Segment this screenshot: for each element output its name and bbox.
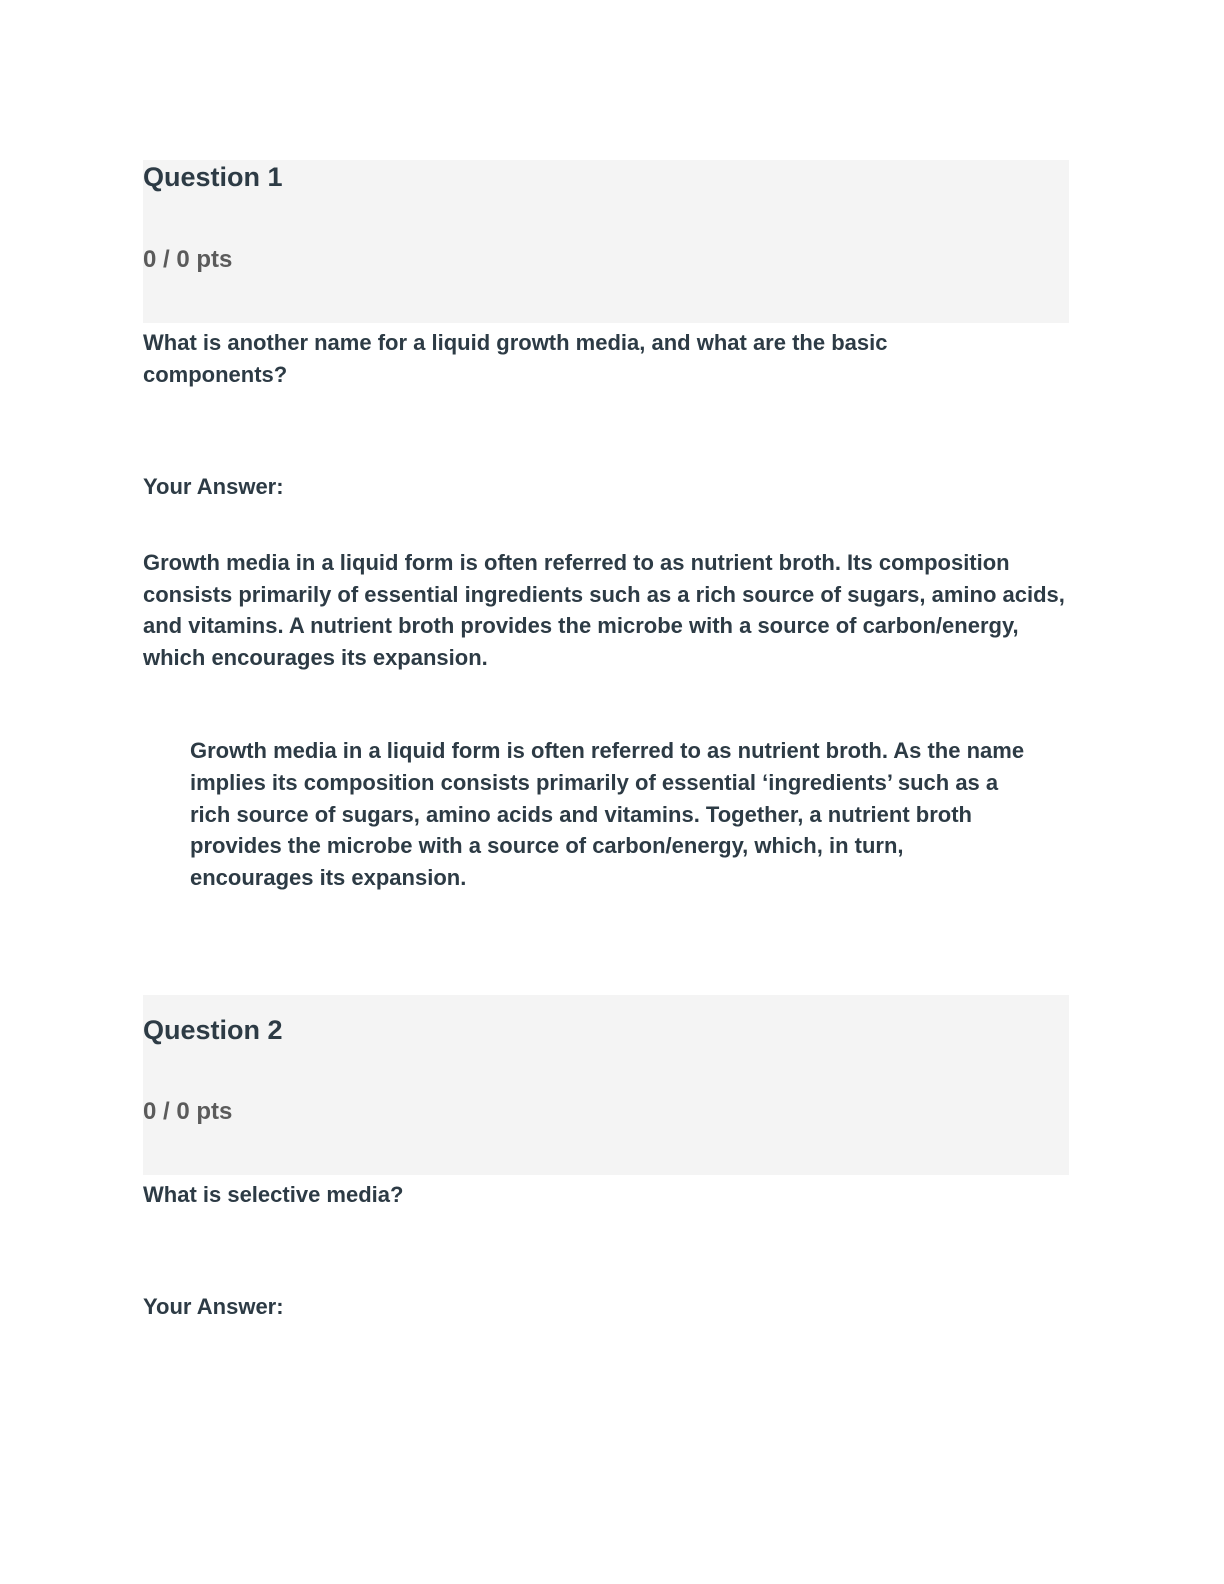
question-title: Question 2 — [143, 1015, 283, 1046]
question-1 — [143, 160, 1069, 893]
question-header — [143, 160, 1069, 323]
question-header — [143, 995, 1069, 1175]
your-answer-label: Your Answer: — [143, 1294, 284, 1320]
question-text: What is another name for a liquid growth media, and what are the basic components? — [143, 330, 888, 387]
question-2 — [143, 995, 1069, 1323]
your-answer-label: Your Answer: — [143, 474, 284, 499]
quiz-results — [143, 160, 1069, 1323]
question-points: 0 / 0 pts — [143, 1098, 233, 1126]
your-answer-text: Growth media in a liquid form is often referred to as nutrient broth. Its composition consists primarily of essential ingredients such as a rich source of sugars, amino acids, and vitamins. A nutrient broth provides the microbe with a source of carbon/energy, which encourages its expansion. — [143, 550, 1065, 670]
question-title: Question 1 — [143, 162, 283, 192]
question-points: 0 / 0 pts — [143, 246, 233, 273]
question-text: What is selective media? — [143, 1182, 404, 1208]
reference-answer-text: Growth media in a liquid form is often referred to as nutrient broth. As the name implies its composition consists primarily of essential ‘ingredients’ such as a rich source of sugars, amino acids and vitamins. Together, a nutrient broth provides the microbe with a source of carbon/energy, which, in turn, encourages its expansion. — [190, 738, 1025, 890]
